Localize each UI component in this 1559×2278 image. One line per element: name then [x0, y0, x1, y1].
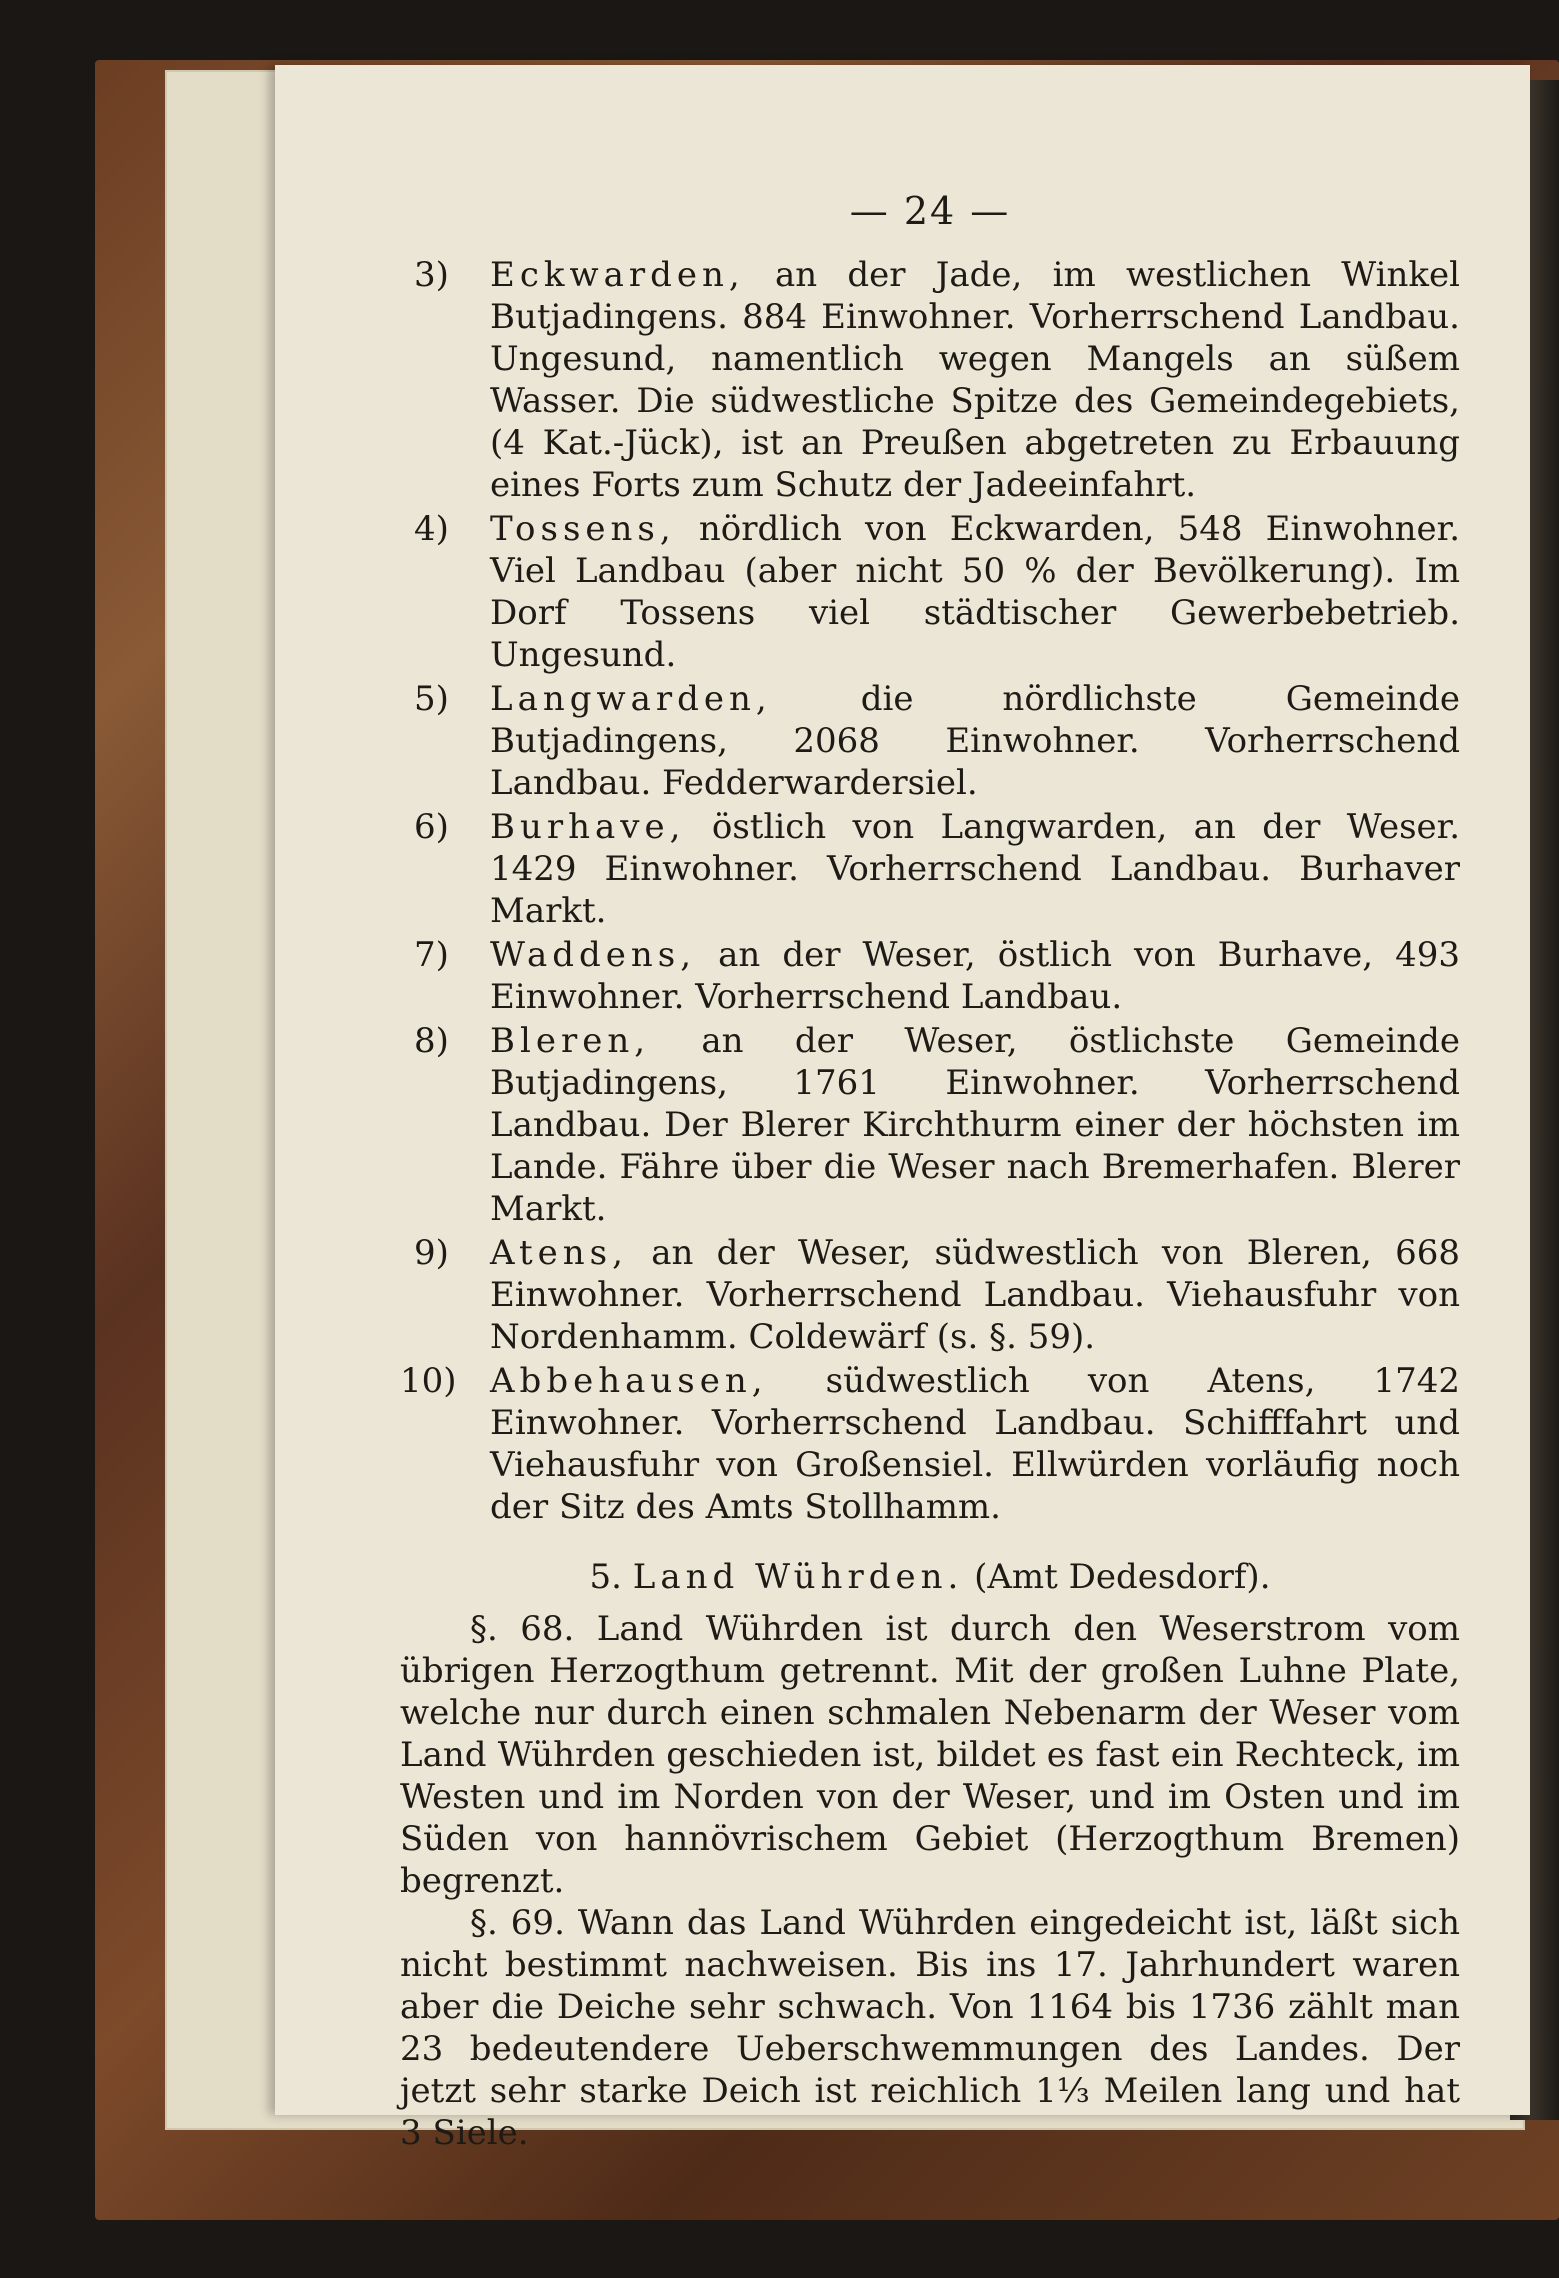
- entry-text: die nördlichste Gemeinde Butjadingens, 2068 Einwohner. Vorherrschend Landbau. Fedderwardersiel.: [490, 679, 1460, 803]
- section-number: 5.: [589, 1557, 622, 1597]
- list-item: [400, 508, 1460, 676]
- place-name: Tossens,: [490, 509, 676, 549]
- entry-number: 3): [414, 255, 449, 295]
- page-number: — 24 —: [849, 189, 1011, 233]
- place-name: Eckwarden,: [490, 255, 745, 295]
- entry-number: 5): [414, 679, 449, 719]
- entry-text: nördlich von Eckwarden, 548 Einwohner. Viel Landbau (aber nicht 50 % der Bevölkerung). Im Dorf Tossens viel städtischer Gewerbebetrieb. Ungesund.: [490, 509, 1460, 675]
- entry-text: an der Weser, südwestlich von Bleren, 668 Einwohner. Vorherrschend Landbau. Viehausfuhr von Nordenhamm. Coldewärf (s. §. 59).: [490, 1233, 1460, 1357]
- place-name: Atens,: [490, 1233, 628, 1273]
- entry-text: an der Jade, im westlichen Winkel Butjadingens. 884 Einwohner. Vorherrschend Landbau. Ungesund, namentlich wegen Mangels an süßem Wasser. Die südwestliche Spitze des Gemeindegebiets, (4 Kat.-Jück), ist an Preußen abgetreten zu Erbauung eines Forts zum Schutz der Jadeeinfahrt.: [490, 255, 1461, 505]
- entry-text: an der Weser, östlichste Gemeinde Butjadingens, 1761 Einwohner. Vorherrschend Landbau. Der Blerer Kirchthurm einer der höchsten im Lande. Fähre über die Weser nach Bremerhafen. Blerer Markt.: [490, 1021, 1460, 1229]
- list-item: [400, 806, 1460, 932]
- entry-text: südwestlich von Atens, 1742 Einwohner. Vorherrschend Landbau. Schifffahrt und Viehausfuhr von Großensiel. Ellwürden vorläufig noch der Sitz des Amts Stollhamm.: [490, 1361, 1460, 1527]
- list-item: [400, 1232, 1460, 1358]
- list-item: [400, 1360, 1460, 1528]
- entry-number: 6): [414, 807, 449, 847]
- entry-number: 10): [400, 1361, 457, 1401]
- entry-number: 4): [414, 509, 449, 549]
- entry-number: 9): [414, 1233, 449, 1273]
- place-name: Abbehausen,: [490, 1361, 768, 1401]
- paragraph: §. 69. Wann das Land Wührden eingedeicht ist, läßt sich nicht bestimmt nachweisen. Bis ins 17. Jahrhundert waren aber die Deiche sehr schwach. Von 1164 bis 1736 zählt man 23 bedeutendere Ueberschwemmungen des Landes. Der jetzt sehr starke Deich ist reichlich 1⅓ Meilen lang und hat 3 Siele.: [400, 1903, 1460, 2153]
- list-item: [400, 678, 1460, 804]
- list-item: [400, 254, 1460, 506]
- section-title: Land Wührden.: [632, 1557, 964, 1597]
- entry-number: 7): [414, 935, 449, 975]
- place-name: Langwarden,: [490, 679, 772, 719]
- list-item: [400, 934, 1460, 1018]
- entry-text: östlich von Langwarden, an der Weser. 1429 Einwohner. Vorherrschend Landbau. Burhaver Markt.: [490, 807, 1461, 931]
- place-name: Bleren,: [490, 1021, 651, 1061]
- section-subtitle: (Amt Dedesdorf).: [974, 1557, 1271, 1597]
- entry-number: 8): [414, 1021, 449, 1061]
- page-content: [400, 190, 1460, 2154]
- list-item: [400, 1020, 1460, 1230]
- place-name: Burhave,: [490, 807, 686, 847]
- place-name: Waddens,: [490, 935, 697, 975]
- section-heading: [400, 1556, 1460, 1598]
- paragraph: §. 68. Land Wührden ist durch den Weserstrom vom übrigen Herzogthum getrennt. Mit der großen Luhne Plate, welche nur durch einen schmalen Nebenarm der Weser vom Land Wührden geschieden ist, bildet es fast ein Rechteck, im Westen und im Norden von der Weser, und im Osten und im Süden von hannövrischem Gebiet (Herzogthum Bremen) begrenzt.: [400, 1609, 1460, 1901]
- entry-text: an der Weser, östlich von Burhave, 493 Einwohner. Vorherrschend Landbau.: [490, 935, 1460, 1017]
